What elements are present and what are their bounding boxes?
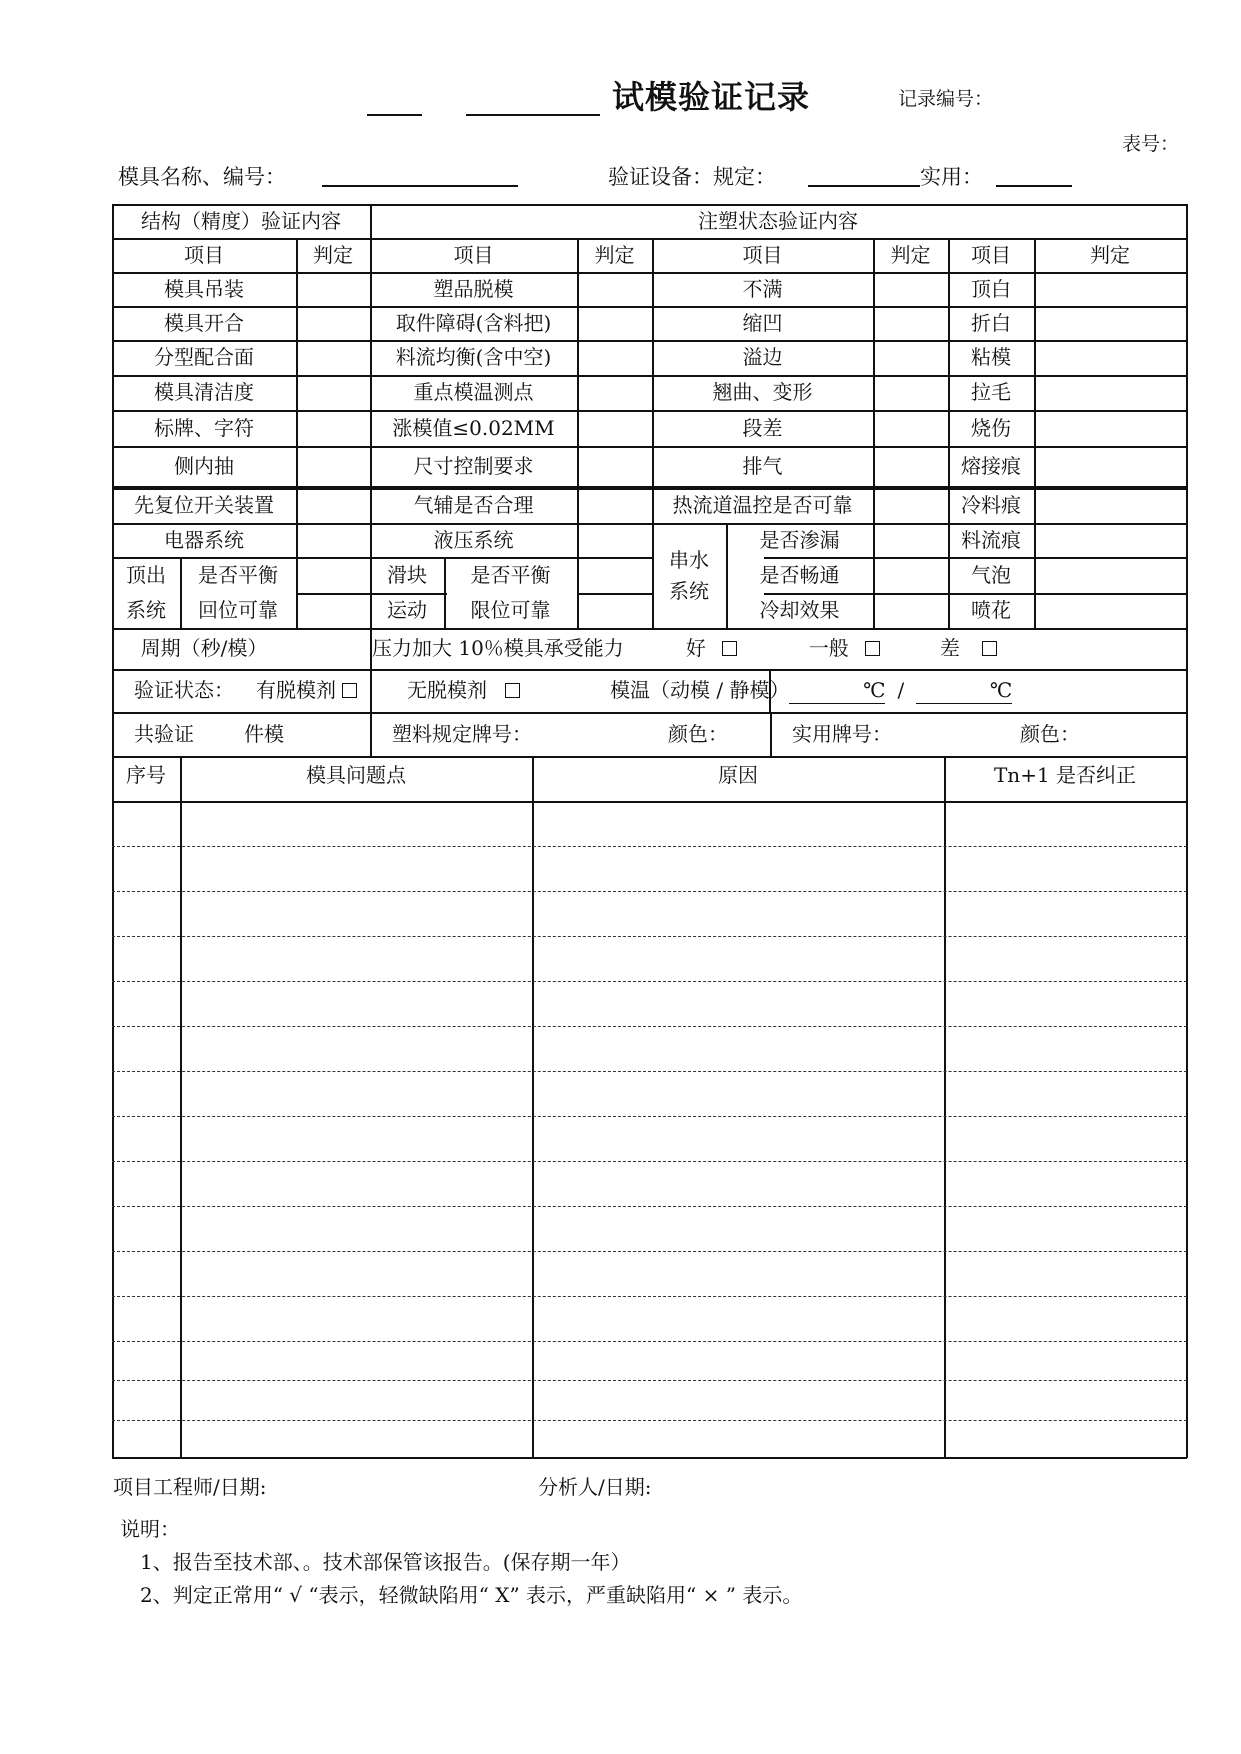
defect-item-2: 烧伤 — [971, 415, 1011, 440]
col-item-2: 项目 — [453, 242, 494, 267]
struct-item: 侧内抽 — [174, 453, 234, 478]
equipment-label: 验证设备：规定： — [608, 165, 776, 189]
defect-item: 排气 — [742, 453, 783, 478]
inject-item: 液压系统 — [433, 527, 514, 552]
col-problem-header: 模具问题点 — [306, 762, 406, 787]
verification-form-table — [112, 204, 1187, 1458]
defect-item-2: 喷花 — [971, 598, 1011, 622]
verify-status-row — [134, 669, 1184, 712]
defect-item-2: 折白 — [971, 310, 1011, 335]
defect-item: 不满 — [742, 276, 783, 301]
inject-item: 涨模值≤0.02MM — [392, 415, 555, 440]
ejector-label-1: 顶出 — [126, 562, 166, 587]
total-row — [134, 712, 370, 756]
col-item-1: 项目 — [184, 242, 224, 267]
struct-item: 模具清洁度 — [154, 380, 254, 404]
analyst-date-label: 分析人/日期: — [538, 1475, 652, 1499]
pressure-label: 压力加大 10％模具承受能力 — [372, 636, 624, 660]
temp-unit-1: ℃ — [863, 677, 886, 702]
water-leak: 是否渗漏 — [759, 527, 840, 552]
water-label — [652, 523, 726, 628]
opt-normal-label: 一般 — [808, 636, 849, 660]
equipment-actual-field[interactable] — [996, 185, 1072, 187]
fixed-mold-temp-field[interactable] — [916, 678, 1012, 704]
inject-item: 尺寸控制要求 — [413, 453, 534, 478]
water-label-1: 串水 — [669, 547, 709, 572]
pieces-label: 件模 — [244, 721, 284, 746]
inject-section-header: 注塑状态验证内容 — [698, 208, 858, 233]
slider-label-1: 滑块 — [387, 562, 427, 587]
note-2: 2、判定正常用“ √ “表示，轻微缺陷用“ X” 表示，严重缺陷用“ × ” 表示。 — [140, 1583, 803, 1607]
defect-item-2: 熔接痕 — [961, 453, 1021, 478]
inject-item: 塑品脱模 — [433, 276, 514, 301]
inject-item: 气辅是否合理 — [413, 493, 534, 517]
ejector-return: 回位可靠 — [198, 598, 278, 622]
inject-item: 料流均衡(含中空) — [395, 345, 552, 369]
cycle-label: 周期（秒/模） — [140, 636, 268, 660]
defect-item-2: 粘模 — [971, 345, 1011, 369]
defect-item: 溢边 — [742, 345, 783, 369]
opt-bad-label: 差 — [939, 636, 960, 660]
color-label: 颜色： — [668, 721, 728, 746]
engineer-date-label: 项目工程师/日期: — [113, 1475, 267, 1499]
temp-unit-2: ℃ — [989, 677, 1013, 702]
pressure-row — [372, 628, 1186, 669]
col-judge-1: 判定 — [313, 242, 353, 267]
color-label-2: 颜色： — [1020, 721, 1080, 746]
mold-name-label: 模具名称、编号： — [118, 165, 286, 189]
slider-limit: 限位可靠 — [470, 598, 551, 622]
opt-bad-checkbox[interactable] — [982, 641, 997, 656]
defect-item: 段差 — [742, 415, 783, 440]
col-no-header: 序号 — [126, 762, 166, 787]
mold-name-field[interactable] — [322, 185, 518, 187]
notes-title: 说明： — [120, 1517, 180, 1541]
title-underline-1 — [367, 114, 422, 116]
release-agent-no-checkbox[interactable] — [505, 683, 520, 698]
defect-item: 翘曲、变形 — [712, 380, 813, 404]
opt-normal-checkbox[interactable] — [865, 641, 880, 656]
col-judge-4: 判定 — [1090, 242, 1130, 267]
col-judge-2: 判定 — [594, 242, 635, 267]
record-no-label: 记录编号： — [898, 88, 994, 110]
inject-item: 取件障碍(含料把) — [395, 310, 552, 335]
moving-mold-temp-field[interactable] — [789, 678, 885, 704]
struct-item: 先复位开关装置 — [134, 493, 274, 517]
col-judge-3: 判定 — [890, 242, 931, 267]
equipment-spec-field[interactable] — [808, 185, 920, 187]
ejector-label-2: 系统 — [126, 598, 166, 622]
defect-item-2: 拉毛 — [971, 380, 1011, 404]
plastic-grade-label: 塑料规定牌号： — [392, 721, 532, 746]
release-agent-no-label: 无脱模剂 — [407, 678, 487, 702]
struct-item: 标牌、字符 — [154, 415, 254, 440]
struct-item: 分型配合面 — [154, 345, 254, 369]
col-fixed-header: Tn+1 是否纠正 — [993, 762, 1137, 787]
slider-label-2: 运动 — [387, 598, 427, 622]
slider-balance: 是否平衡 — [470, 562, 551, 587]
defect-item: 缩凹 — [742, 310, 783, 335]
water-cooling: 冷却效果 — [759, 598, 840, 622]
defect-item: 热流道温控是否可靠 — [672, 493, 853, 517]
verify-status-label: 验证状态： — [134, 678, 234, 702]
release-agent-yes-label: 有脱模剂 — [256, 678, 336, 702]
water-label-2: 系统 — [669, 578, 709, 603]
col-item-3: 项目 — [742, 242, 783, 267]
release-agent-yes-checkbox[interactable] — [342, 683, 357, 698]
ejector-balance: 是否平衡 — [198, 562, 278, 587]
actual-grade-label: 实用牌号： — [792, 721, 892, 746]
actual-label: 实用： — [920, 165, 983, 189]
form-no-label: 表号： — [1122, 133, 1180, 155]
struct-item: 模具吊装 — [164, 276, 244, 301]
title-underline-2 — [466, 114, 600, 116]
inject-item: 重点模温测点 — [413, 380, 534, 404]
defect-item-2: 气泡 — [971, 562, 1011, 587]
opt-good-label: 好 — [685, 636, 706, 660]
struct-item: 电器系统 — [164, 527, 244, 552]
struct-item: 模具开合 — [164, 310, 244, 335]
col-item-4: 项目 — [971, 242, 1011, 267]
defect-item-2: 冷料痕 — [961, 493, 1021, 517]
opt-good-checkbox[interactable] — [722, 641, 737, 656]
page-title: 试模验证记录 — [612, 78, 811, 116]
defect-item-2: 料流痕 — [961, 527, 1021, 552]
col-reason-header: 原因 — [718, 762, 758, 787]
note-1: 1、报告至技术部、。技术部保管该报告。(保存期一年） — [140, 1550, 631, 1574]
mold-temp-label: 模温（动模 / 静模） — [610, 678, 790, 702]
defect-item-2: 顶白 — [971, 276, 1011, 301]
temp-slash: / — [897, 678, 905, 702]
water-flow: 是否畅通 — [759, 562, 840, 587]
total-label: 共验证 — [134, 721, 194, 746]
struct-section-header: 结构（精度）验证内容 — [141, 208, 341, 233]
